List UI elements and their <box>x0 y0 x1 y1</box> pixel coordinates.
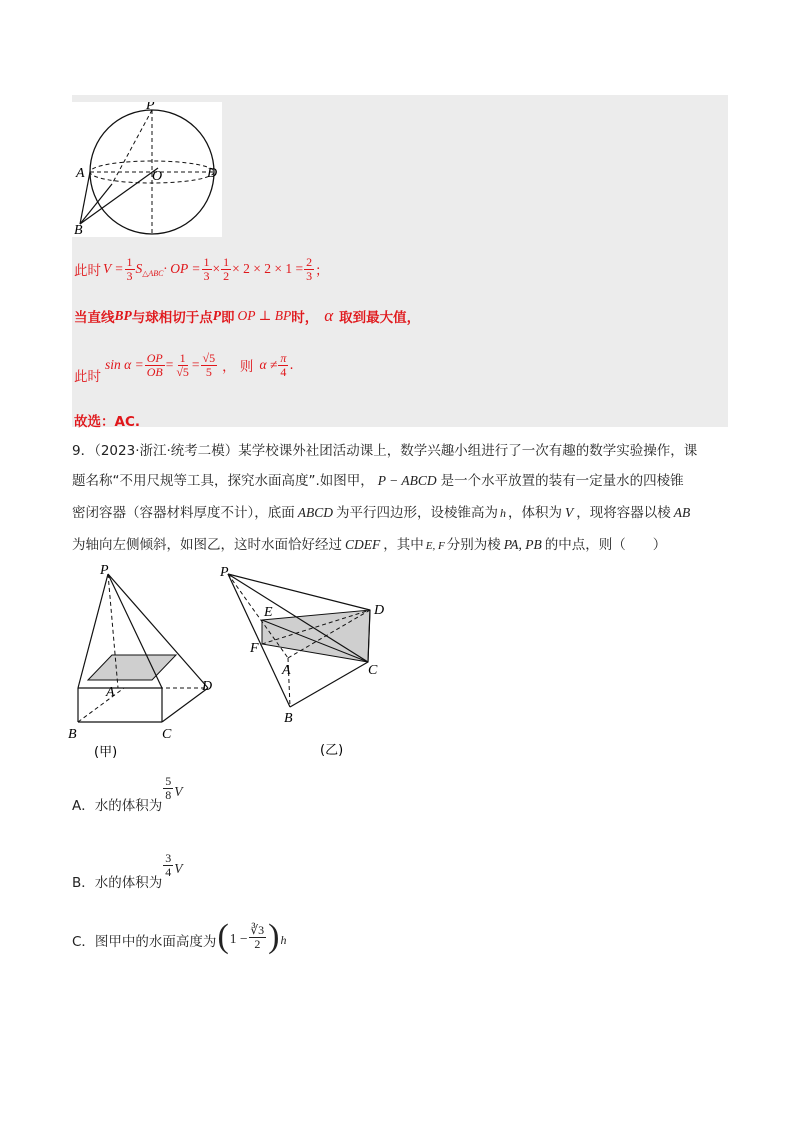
yi-label-f: F <box>250 641 259 656</box>
question-line-1: 9．（2023·浙江·统考二模）某学校课外社团活动课上，数学兴趣小组进行了一次有趣的数学实验操作，课 <box>72 443 698 459</box>
sphere-label-d: D <box>207 166 218 181</box>
question-line-2: 题名称“不用尺规等工具，探究水面高度”.如图甲， P − ABCD 是一个水平放置的装有一定量水的四棱锥 <box>72 473 684 489</box>
jia-label-c: C <box>162 727 172 742</box>
question-line-3: 密闭容器（容器材料厚度不计），底面 ABCD 为平行四边形，设棱锥高为 h ，体积为 V ，现将容器以棱 AB <box>72 505 691 521</box>
jia-label-d: D <box>202 679 213 694</box>
jia-label-a: A <box>106 685 115 700</box>
option-a: A．水的体积为 $\frac{5}{8}$ V <box>72 773 183 814</box>
jia-caption: (甲) <box>94 745 118 760</box>
sphere-figure <box>72 102 222 237</box>
solution-line-1: 此时 V = $\frac{1}{3}$ S △ABC · OP = $\frac{1}{3}$ × $\frac{1}{2}$ × 2 × 2 × 1 = $\frac{2}{3}$ ； <box>74 255 329 283</box>
answer-text: 故选：AC. <box>74 414 140 430</box>
sphere-diagram <box>72 102 222 237</box>
sphere-label-b: B <box>74 223 83 237</box>
yi-label-d: D <box>374 603 385 618</box>
yi-label-c: C <box>368 663 378 678</box>
yi-label-e: E <box>264 605 273 620</box>
question-line-4: 为轴向左侧倾斜，如图乙，这时水面恰好经过 CDEF ，其中 E, F 分别为棱 PA, PB 的中点，则（ ） <box>72 537 667 553</box>
figure-yi <box>218 562 398 762</box>
jia-label-p: P <box>100 563 109 578</box>
sphere-label-o: O <box>152 169 163 184</box>
solution-line-3: 此时 sin α = $\frac{OP}{OB}$ = $\frac{1}{√5}$ = $\frac{√5}{5}$ ， 则 α ≠ $\frac{\pi}{4}$ . <box>74 350 294 385</box>
yi-label-b: B <box>284 711 293 726</box>
jia-label-b: B <box>68 727 77 742</box>
yi-label-p: P <box>220 565 229 580</box>
option-b: B．水的体积为 $\frac{3}{4}$ V <box>72 850 183 891</box>
sphere-label-a: A <box>76 166 85 181</box>
figure-jia <box>60 562 230 762</box>
yi-caption: (乙) <box>320 743 344 758</box>
sphere-label-p: P <box>146 102 155 113</box>
solution-line-2: 当直线 BP 与球相切于点 P 即 OP ⊥ BP 时， α 取到最大值， <box>74 306 421 326</box>
option-c: C．图甲中的水面高度为 ( 1 − $\frac{∛3}{2}$ ) h <box>72 918 287 955</box>
yi-label-a: A <box>282 663 291 678</box>
